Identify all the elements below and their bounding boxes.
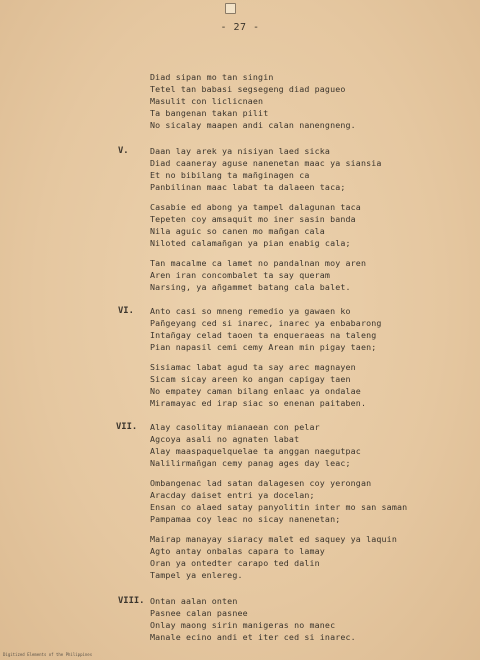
poem-line: Masulit con liclicnaen (150, 96, 264, 106)
poem-line: Tan macalme ca lamet no pandalnan moy aren (150, 258, 367, 268)
poem-line: Ontan aalan onten (150, 596, 238, 606)
poem-line: No sicalay maapen andi calan nanengneng. (150, 120, 356, 130)
stanza-numeral: VII. (116, 422, 138, 432)
poem-line: Nila aguic so canen mo mañgan cala (150, 226, 325, 236)
poem-line: Tetel tan babasi segsegeng diad pagueo (150, 84, 346, 94)
poem-line: Manale ecino andi et iter ced si inarec. (150, 632, 356, 642)
poem-line: Onlay maong sirin manigeras no manec (150, 620, 336, 630)
poem-line: Pasnee calan pasnee (150, 608, 248, 618)
poem-line: Tepeten coy amsaquit mo iner sasin banda (150, 214, 356, 224)
poem-line: Tampel ya enlereg. (150, 570, 243, 580)
poem-line: Alay casolitay mianaean con pelar (150, 422, 320, 432)
page-number: - 27 - (220, 22, 260, 33)
poem-line: Daan lay arek ya nisiyan laed sicka (150, 146, 331, 156)
poem-line: Anto casi so mneng remedio ya gawaen ko (150, 306, 351, 316)
poem-line: Casabie ed abong ya tampel dalagunan taca (150, 202, 361, 212)
poem-line: Et no bibilang ta mañginagen ca (150, 170, 310, 180)
poem-line: Niloted calamañgan ya pian enabig cala; (150, 238, 351, 248)
poem-line: Ensan co alaed satay panyolitin inter mo san saman (150, 502, 408, 512)
stanza-numeral: V. (118, 146, 129, 156)
poem-line: Pampamaa coy leac no sicay nanenetan; (150, 514, 341, 524)
poem-line: Miramayac ed irap siac so enenan paitaben. (150, 398, 367, 408)
poem-line: Ta bangenan takan pilit (150, 108, 269, 118)
poem-line: Intañgay celad taoen ta enqueraeas na taleng (150, 330, 377, 340)
poem-line: Alay maaspaquelquelae ta anggan naegutpac (150, 446, 361, 456)
poem-line: Diad sipan mo tan singin (150, 72, 274, 82)
poem-line: Sicam sicay areen ko angan capigay taen (150, 374, 351, 384)
poem-line: Mairap manayay siaracy malet ed saquey ya laquin (150, 534, 397, 544)
poem-line: Pañgeyang ced si inarec, inarec ya enbabarong (150, 318, 382, 328)
archive-footer: Digitized Elements of the Philippines (3, 652, 93, 657)
poem-line: Ombangenac lad satan dalagesen coy yerongan (150, 478, 372, 488)
poem-line: Oran ya ontedter carapo ted dalin (150, 558, 320, 568)
poem-line: Narsing, ya añgammet batang cala balet. (150, 282, 351, 292)
poem-line: Aren iran concombalet ta say queram (150, 270, 331, 280)
poem-line: Pian napasil cemi cemy Arean min pigay taen; (150, 342, 377, 352)
poem-line: Sisiamac labat agud ta say arec magnayen (150, 362, 356, 372)
poem-line: Agto antay onbalas capara to lamay (150, 546, 325, 556)
punch-hole-mark (225, 3, 236, 14)
poem-line: Panbilinan maac labat ta dalaeen taca; (150, 182, 346, 192)
poem-line: Aracday daiset entri ya docelan; (150, 490, 315, 500)
poem-line: Agcoya asali no agnaten labat (150, 434, 300, 444)
stanza-numeral: VIII. (118, 596, 145, 606)
stanza-numeral: VI. (118, 306, 134, 316)
poem-line: Nalilirmañgan cemy panag ages day leac; (150, 458, 351, 468)
poem-line: Diad caaneray aguse nanenetan maac ya siansia (150, 158, 382, 168)
poem-line: No empatey caman bilang enlaac ya ondalae (150, 386, 361, 396)
